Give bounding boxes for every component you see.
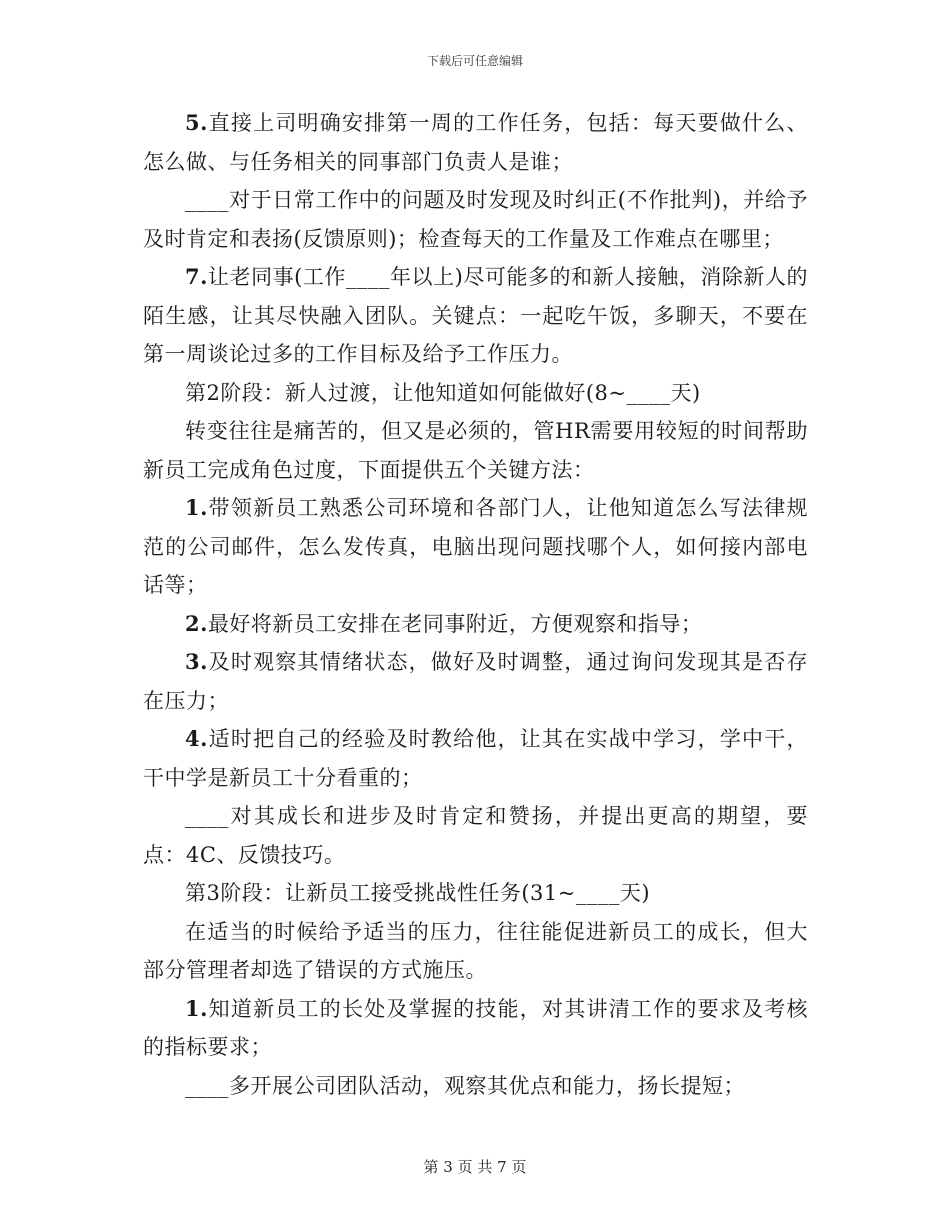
paragraph [143,181,808,258]
page-header: 下载后可任意编辑 [426,54,523,68]
paragraph [143,990,808,1067]
paragraph-text: 直接上司明确安排第一周的工作任务，包括：每天要做什么、怎么做、与任务相关的同事部门负责人是谁； [143,111,808,174]
stage-heading [143,874,808,913]
paragraph [143,720,808,797]
stage-heading [143,374,808,413]
paragraph [143,605,808,644]
paragraph-text: 带领新员工熟悉公司环境和各部门人，让他知道怎么写法律规范的公司邮件，怎么发传真，电脑出现问题找哪个人，如何接内部电话等； [143,496,808,597]
paragraph-text: ____多开展公司团队活动，观察其优点和能力，扬长提短； [185,1073,745,1098]
paragraph-text: 及时观察其情绪状态，做好及时调整，通过询问发现其是否存在压力； [143,650,808,713]
paragraph-text: 适时把自己的经验及时教给他，让其在实战中学习，学中干，干中学是新员工十分看重的； [143,727,808,790]
list-number: 7. [185,264,208,289]
page-footer: 第 3 页 共 7 页 [423,1158,527,1176]
paragraph [143,643,808,720]
list-number: 1. [185,495,208,520]
paragraph-text: ____对其成长和进步及时肯定和赞扬，并提出更高的期望，要点：4C、反馈技巧。 [143,804,808,867]
paragraph [143,797,808,874]
paragraph-text: 第2阶段：新人过渡，让他知道如何能做好(8~____天) [185,380,701,405]
list-number: 4. [185,726,208,751]
paragraph [143,258,808,374]
paragraph-text: 知道新员工的长处及掌握的技能，对其讲清工作的要求及考核的指标要求； [143,996,808,1059]
paragraph [143,104,808,181]
paragraph-text: 最好将新员工安排在老同事附近，方便观察和指导； [207,611,703,636]
list-number: 1. [185,995,208,1021]
list-number: 5. [185,110,208,135]
list-number: 2. [185,610,208,636]
paragraph [143,1067,808,1106]
paragraph [143,489,808,605]
document-body [143,104,808,1105]
paragraph-text: ____对于日常工作中的问题及时发现及时纠正(不作批判)，并给予及时肯定和表扬(反馈原则)；检查每天的工作量及工作难点在哪里； [143,188,808,251]
paragraph-text: 让老同事(工作____年以上)尽可能多的和新人接触，消除新人的陌生感，让其尽快融入团队。关键点：一起吃午饭，多聊天，不要在第一周谈论过多的工作目标及给予工作压力。 [143,265,808,366]
paragraph [143,913,808,990]
paragraph-text: 第3阶段：让新员工接受挑战性任务(31~____天) [185,881,651,905]
paragraph [143,412,808,489]
paragraph-text: 转变往往是痛苦的，但又是必须的，管HR需要用较短的时间帮助新员工完成角色过度，下面提供五个关键方法： [143,419,808,482]
paragraph-text: 在适当的时候给予适当的压力，往往能促进新员工的成长，但大部分管理者却选了错误的方式施压。 [143,919,808,982]
list-number: 3. [185,649,208,674]
